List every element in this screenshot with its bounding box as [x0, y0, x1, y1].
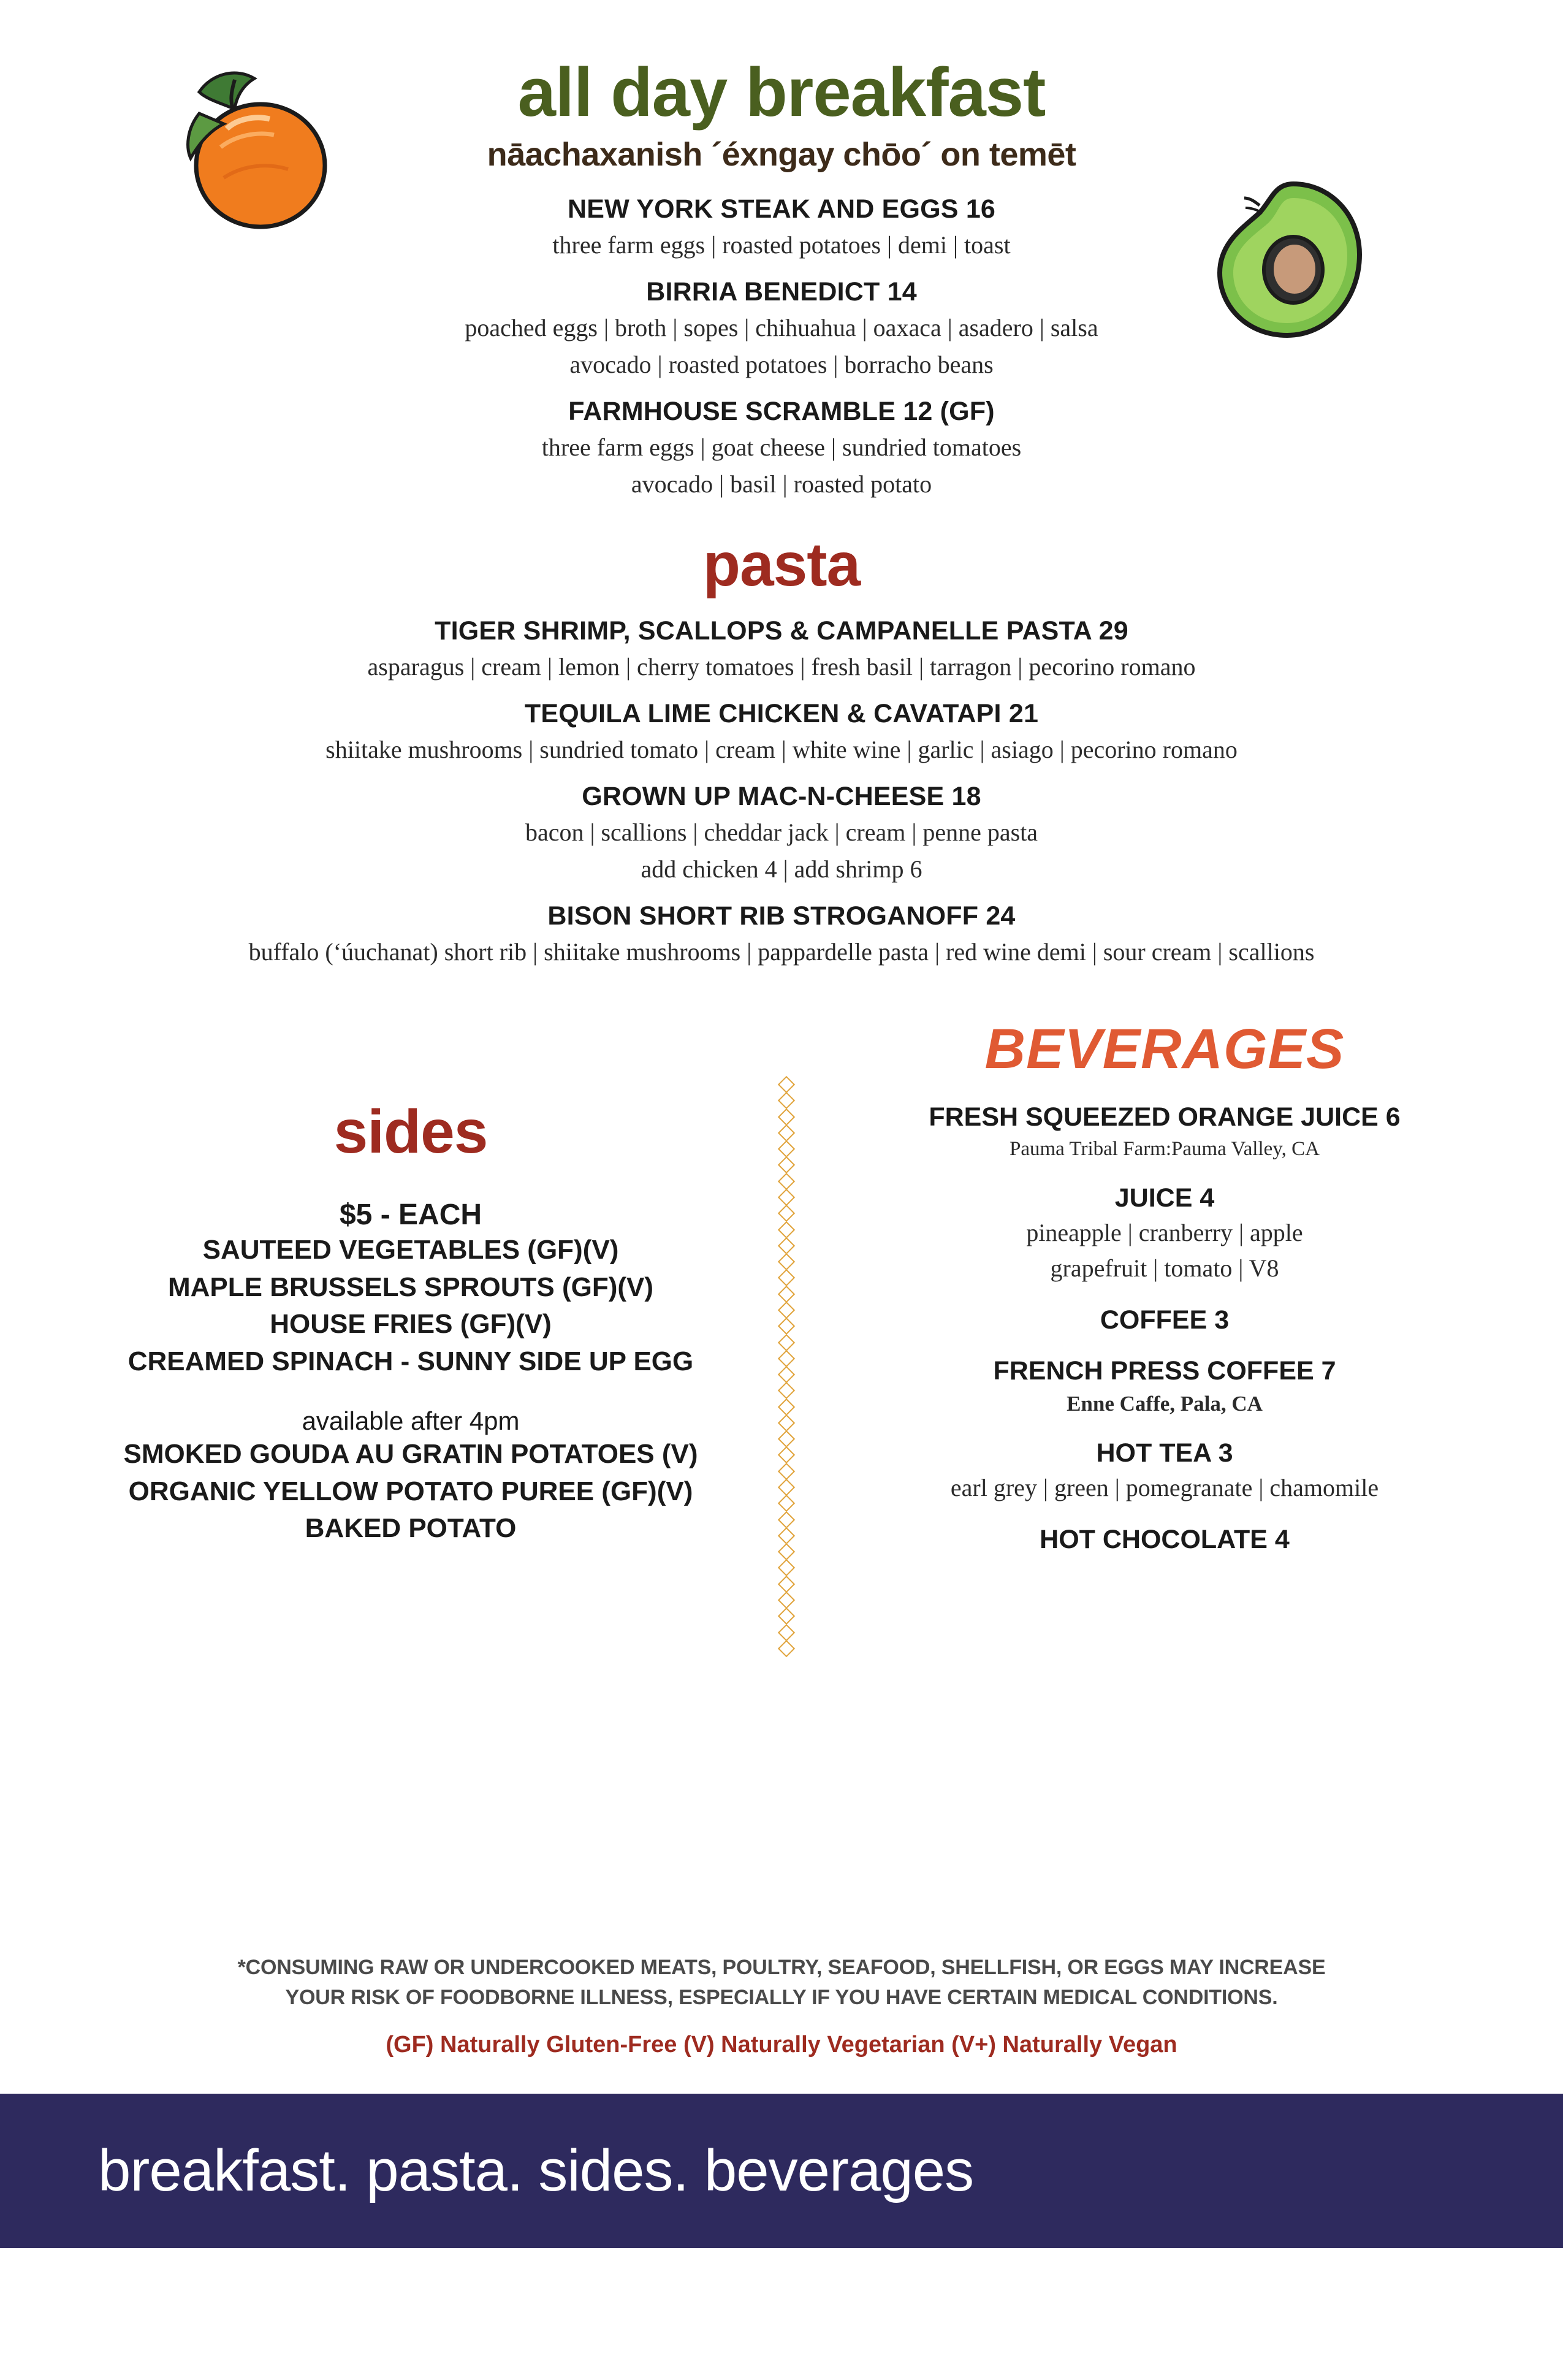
- menu-item: [0, 397, 1563, 500]
- beverage-item: [815, 1438, 1514, 1504]
- list-item: ORGANIC YELLOW POTATO PUREE (GF)(V): [128, 1476, 693, 1506]
- sides-heading: sides: [333, 1097, 488, 1166]
- item-desc: three farm eggs | goat cheese | sundried tomatoes: [541, 433, 1022, 461]
- list-item: SAUTEED VEGETABLES (GF)(V): [202, 1235, 619, 1265]
- beverage-item: [815, 1525, 1514, 1555]
- list-item: MAPLE BRUSSELS SPROUTS (GF)(V): [167, 1272, 654, 1302]
- beverage-item: [815, 1305, 1514, 1335]
- sides-price-label: $5 - EACH: [339, 1199, 482, 1231]
- lower-columns: [0, 1018, 1563, 1734]
- sides-list: [49, 1232, 772, 1381]
- item-desc: earl grey | green | pomegranate | chamomile: [950, 1474, 1379, 1502]
- list-item: BAKED POTATO: [305, 1513, 517, 1544]
- item-name: FRESH SQUEEZED ORANGE JUICE 6: [929, 1102, 1401, 1132]
- footer-bar: [0, 2094, 1563, 2248]
- item-name: JUICE 4: [1114, 1183, 1215, 1213]
- disclaimer: [0, 1953, 1563, 2058]
- sides-late-list: [49, 1436, 772, 1547]
- item-name: FARMHOUSE SCRAMBLE 12 (GF): [568, 397, 995, 426]
- beverage-item: [815, 1183, 1514, 1284]
- beverages-section: [815, 1017, 1514, 1555]
- list-item: CREAMED SPINACH - SUNNY SIDE UP EGG: [127, 1346, 694, 1377]
- item-desc: Enne Caffe, Pala, CA: [1067, 1391, 1263, 1416]
- footer-text: breakfast. pasta. sides. beverages: [98, 2138, 974, 2203]
- item-desc: poached eggs | broth | sopes | chihuahua | oaxaca | asadero | salsa: [465, 314, 1098, 341]
- dotted-divider: [777, 1078, 796, 1655]
- item-desc: grapefruit | tomato | V8: [1050, 1254, 1279, 1282]
- item-name: BIRRIA BENEDICT 14: [646, 277, 917, 307]
- pasta-section: [0, 530, 1563, 968]
- menu-item: [0, 616, 1563, 683]
- item-name: TIGER SHRIMP, SCALLOPS & CAMPANELLE PASTA 29: [435, 616, 1128, 646]
- item-desc: bacon | scallions | cheddar jack | cream | penne pasta: [525, 818, 1038, 846]
- item-name: HOT CHOCOLATE 4: [1040, 1525, 1290, 1555]
- item-name: BISON SHORT RIB STROGANOFF 24: [547, 901, 1016, 931]
- avocado-icon: [1201, 169, 1385, 353]
- item-name: FRENCH PRESS COFFEE 7: [993, 1356, 1336, 1386]
- menu-item: [0, 782, 1563, 885]
- beverage-item: [815, 1356, 1514, 1418]
- disclaimer-line-1: *CONSUMING RAW OR UNDERCOOKED MEATS, POULTRY, SEAFOOD, SHELLFISH, OR EGGS MAY INCREASE: [237, 1956, 1326, 1979]
- item-desc: pineapple | cranberry | apple: [1026, 1218, 1303, 1246]
- page-title: all day breakfast: [517, 54, 1046, 131]
- disclaimer-line-2: YOUR RISK OF FOODBORNE ILLNESS, ESPECIALLY IF YOU HAVE CERTAIN MEDICAL CONDITIONS.: [285, 1986, 1278, 2010]
- item-desc: avocado | basil | roasted potato: [631, 470, 932, 498]
- item-name: NEW YORK STEAK AND EGGS 16: [567, 194, 996, 224]
- item-desc: add chicken 4 | add shrimp 6: [641, 855, 922, 883]
- page-subtitle: nāachaxanish ´éxngay chōo´ on temēt: [487, 136, 1076, 173]
- item-name: HOT TEA 3: [1096, 1438, 1233, 1468]
- menu-item: [0, 901, 1563, 968]
- dietary-key: (GF) Naturally Gluten-Free (V) Naturally Vegetarian (V+) Naturally Vegan: [386, 2031, 1177, 2058]
- item-name: TEQUILA LIME CHICKEN & CAVATAPI 21: [524, 699, 1039, 728]
- item-desc: asparagus | cream | lemon | cherry tomatoes | fresh basil | tarragon | pecorino romano: [367, 653, 1196, 681]
- item-desc: Pauma Tribal Farm:Pauma Valley, CA: [1010, 1138, 1320, 1160]
- beverage-item: [815, 1102, 1514, 1162]
- list-item: HOUSE FRIES (GF)(V): [270, 1309, 552, 1340]
- item-name: GROWN UP MAC-N-CHEESE 18: [582, 782, 981, 811]
- item-desc: avocado | roasted potatoes | borracho beans: [569, 351, 994, 378]
- sides-availability-note: available after 4pm: [302, 1406, 520, 1435]
- list-item: SMOKED GOUDA AU GRATIN POTATOES (V): [123, 1438, 698, 1469]
- menu-item: [0, 699, 1563, 766]
- item-name: COFFEE 3: [1100, 1305, 1230, 1335]
- item-desc: buffalo (‘úuchanat) short rib | shiitake mushrooms | pappardelle pasta | red wine demi | sour cream | scallions: [248, 938, 1315, 966]
- sides-section: [49, 1060, 772, 1547]
- pasta-heading: pasta: [702, 530, 861, 599]
- item-desc: shiitake mushrooms | sundried tomato | cream | white wine | garlic | asiago | pecorino romano: [325, 736, 1238, 763]
- item-desc: three farm eggs | roasted potatoes | demi | toast: [552, 231, 1011, 259]
- beverages-heading: BEVERAGES: [984, 1018, 1345, 1080]
- menu-header: [0, 0, 1563, 174]
